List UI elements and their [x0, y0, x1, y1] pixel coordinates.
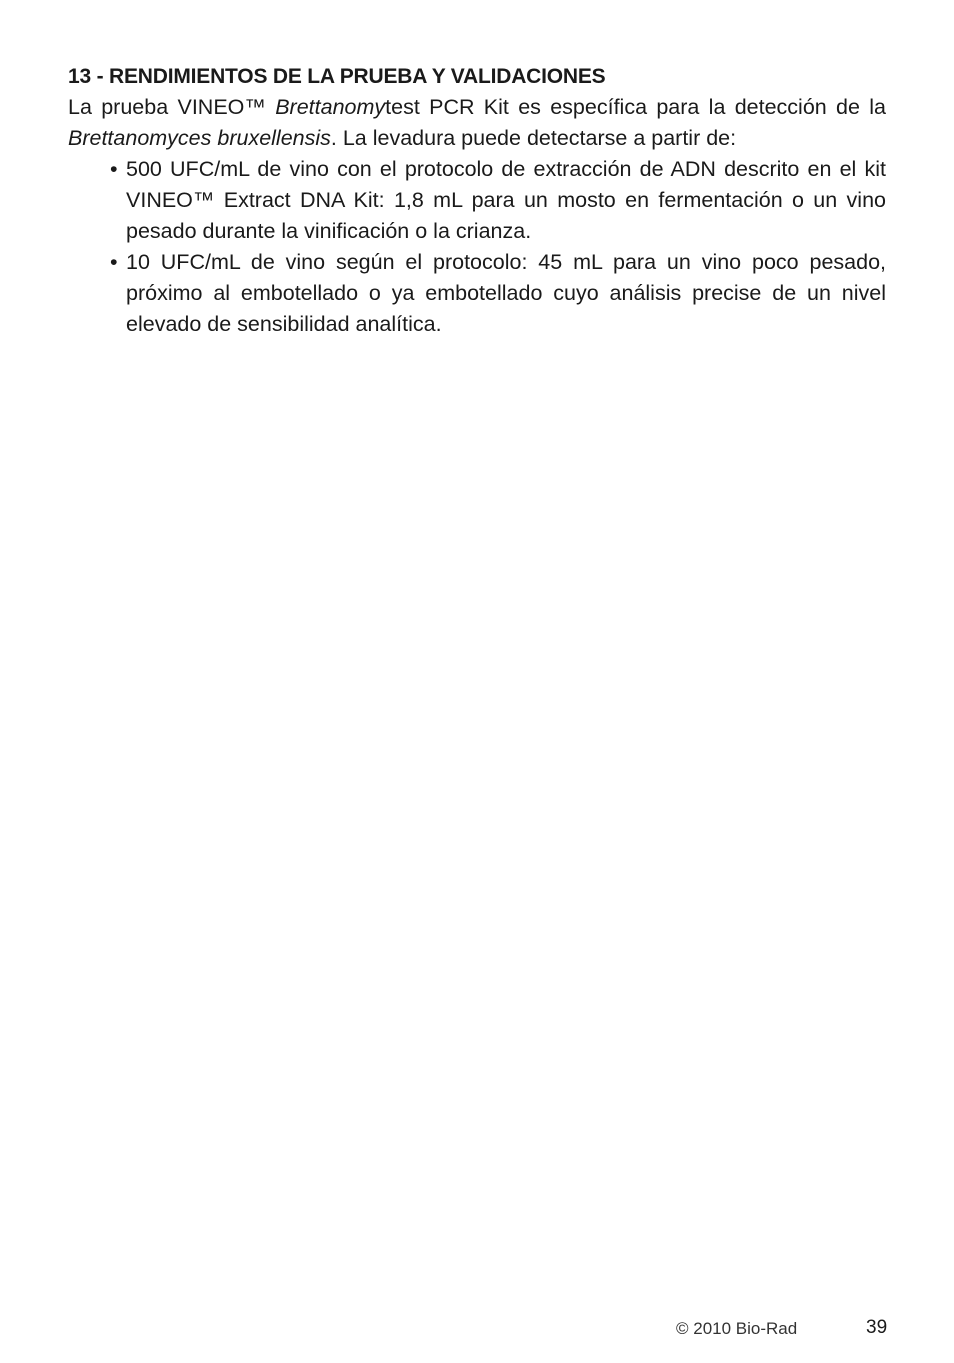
intro-italic-1: Brettanomy — [275, 95, 386, 119]
intro-paragraph — [68, 92, 886, 154]
detection-list — [68, 154, 886, 340]
list-item — [68, 247, 886, 340]
intro-text-3: . La levadura puede detectarse a partir de: — [330, 126, 737, 150]
section-heading: 13 - RENDIMIENTOS DE LA PRUEBA Y VALIDACIONES — [68, 65, 606, 88]
intro-text-2: test PCR Kit es específica para la detección de la — [385, 95, 887, 119]
document-page — [68, 62, 886, 340]
footer-copyright: © 2010 Bio-Rad — [676, 1319, 798, 1338]
intro-text-1: La prueba VINEO™ — [68, 95, 276, 119]
page-number: 39 — [866, 1317, 888, 1338]
list-item — [68, 154, 886, 247]
intro-italic-2: Brettanomyces bruxellensis — [68, 126, 331, 150]
list-item-text: 500 UFC/mL de vino con el protocolo de extracción de ADN descrito en el kit VINEO™ Extract DNA Kit: 1,8 mL para un mosto en fermentación o un vino pesado durante la vinificación o la crianza. — [126, 157, 886, 243]
bullet-marker: • — [110, 250, 118, 274]
list-item-text: 10 UFC/mL de vino según el protocolo: 45 mL para un vino poco pesado, próximo al embotellado o ya embotellado cuyo análisis precise de un nivel elevado de sensibilidad analítica. — [126, 250, 886, 336]
bullet-marker: • — [110, 157, 118, 181]
